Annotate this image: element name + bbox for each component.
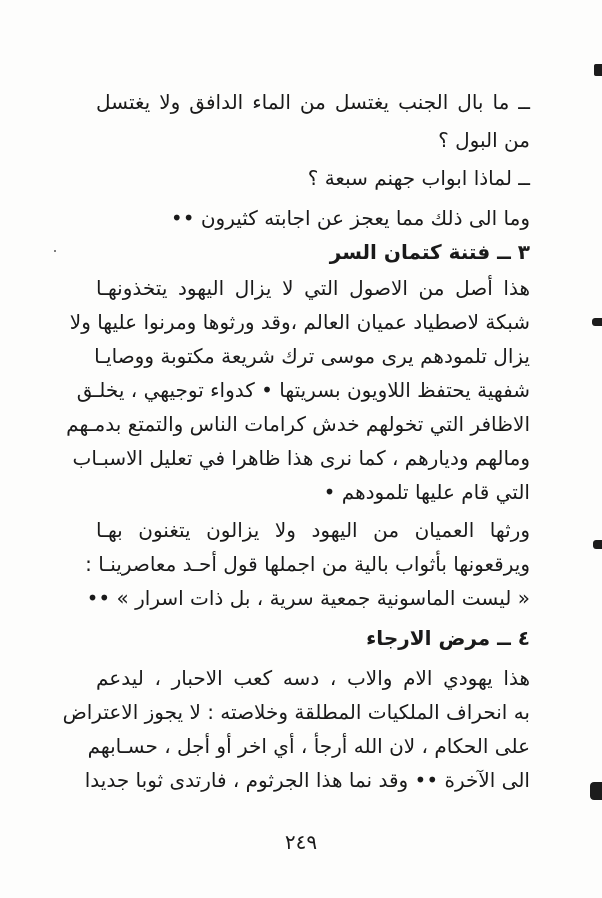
text-line: ــ لماذا ابواب جهنم سبعة ؟: [307, 166, 530, 190]
binding-mark: [592, 318, 602, 326]
text-line: ورثها العميان من اليهود ولا يزالون يتغنون بهـا: [96, 518, 530, 542]
text-line: هذا يهودي الام والاب ، دسه كعب الاحبار ، ليدعم: [96, 666, 530, 690]
text-line: هذا أصل من الاصول التي لا يزال اليهود يتخذونهـا: [96, 276, 530, 300]
text-line: « ليست الماسونية جمعية سرية ، بل ذات اسرار » ••: [86, 586, 530, 610]
text-line: ومالهم وديارهم ، كما نرى هذا ظاهرا في تعليل الاسبـاب: [72, 446, 530, 470]
section-heading: ٣ ــ فتنة كتمان السر: [329, 240, 530, 264]
text-line: الاظافر التي تخولهم خدش كرامات الناس والتمتع بدمـهم: [66, 412, 530, 436]
text-line: يزال تلمودهم يرى موسى ترك شريعة مكتوبة ووصايـا: [94, 344, 530, 368]
text-line: الى الآخرة •• وقد نما هذا الجرثوم ، فارتدى ثوبا جديدا: [84, 768, 530, 792]
section-heading: ٤ ــ مرض الارجاء: [366, 626, 530, 650]
binding-mark: [594, 64, 602, 76]
text-line: على الحكام ، لان الله أرجأ ، أي اخر أو أجل ، حسـابهم: [87, 734, 530, 758]
text-line: شبكة لاصطياد عميان العالم ،وقد ورثوها ومرنوا عليها ولا: [69, 310, 530, 334]
text-line: شفهية يحتفظ اللاويون بسريتها • كدواء توجيهي ، يخلـق: [76, 378, 530, 402]
text-line: التي قام عليها تلمودهم •: [323, 480, 530, 504]
text-line: ــ ما بال الجنب يغتسل من الماء الدافق ولا يغتسل: [96, 90, 530, 114]
text-line: من البول ؟: [438, 128, 530, 152]
page-number: ٢٤٩: [284, 830, 318, 854]
binding-mark: [593, 540, 602, 549]
ink-speck: [54, 250, 56, 252]
binding-mark: [590, 782, 602, 800]
text-line: وما الى ذلك مما يعجز عن اجابته كثيرون ••: [170, 206, 530, 230]
text-line: ويرقعونها بأثواب بالية من اجملها قول أحـد معاصرينـا :: [85, 552, 530, 576]
text-line: به انحراف الملكيات المطلقة وخلاصته : لا يجوز الاعتراض: [62, 700, 530, 724]
